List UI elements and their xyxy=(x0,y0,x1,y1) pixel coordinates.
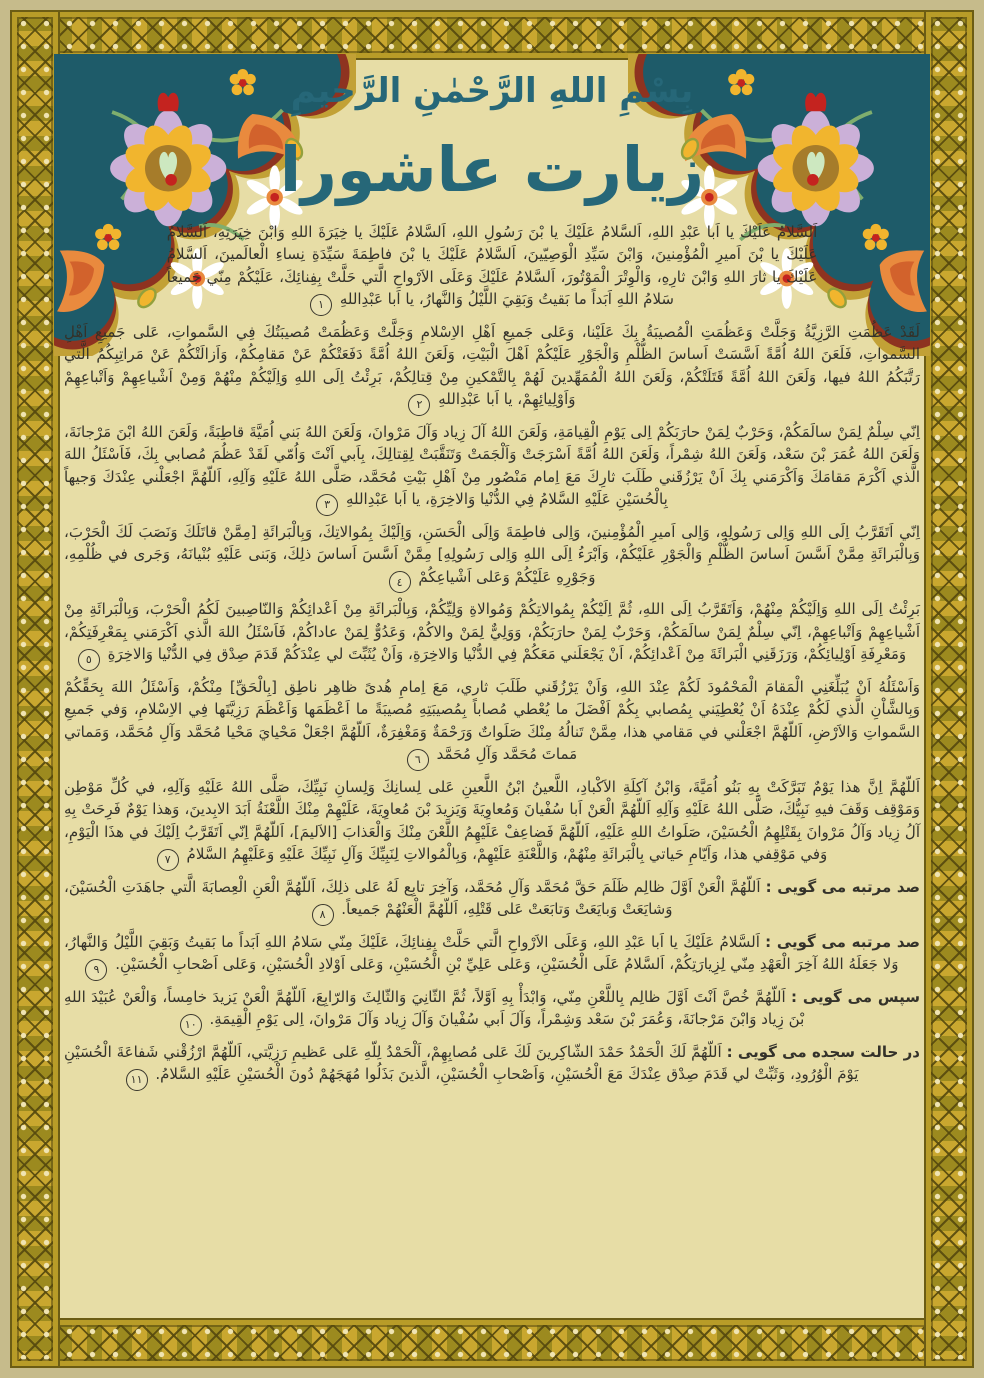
recitation-instruction: در حالت سجده می گویی : xyxy=(726,1042,920,1061)
prayer-section xyxy=(64,986,920,1036)
prayer-section xyxy=(167,221,818,316)
arabic-prayer-text: لَقَدْ عَظُمَتِ الرَّزِيَّةُ وَجَلَّتْ وَعَظُمَتِ الْمُصيبَةُ بِكَ عَلَيْنا، وَعَلى جَميعِ اَهْلِ الاِسْلامِ وَجَلَّتْ وَعَظُمَتْ مُصيبَتُكَ فِي السَّمواتِ، عَلى جَميعِ اَهْلِ السَّمواتِ، فَلَعَنَ اللهُ اُمَّةً اَسَّسَتْ اَساسَ الظُّلْمِ وَالْجَوْرِ عَلَيْكُمْ اَهْلَ الْبَيْتِ، وَلَعَنَ اللهُ اُمَّةً دَفَعَتْكُمْ عَنْ مَقامِكُمْ، وَاَزالَتْكُمْ عَنْ مَراتِبِكُمُ الَّتي رَتَّبَكُمُ اللهُ فيها، وَلَعَنَ اللهُ اُمَّةً قَتَلَتْكُمْ، وَلَعَنَ اللهُ الْمُمَهِّدينَ لَهُمْ بِالتَّمْكينِ مِنْ قِتالِكُمْ، بَرِئْتُ اِلَى اللهِ وَاِلَيْكُمْ مِنْهُمْ وَمِنْ اَشْياعِهِمْ وَاَتْباعِهِمْ وَاَوْلِيائِهِمْ، يا اَبا عَبْدِاللهِ xyxy=(64,322,920,409)
section-number-badge xyxy=(316,494,338,516)
bismillah-calligraphy: بِسْمِ اللهِ الرَّحْمٰنِ الرَّحيمِ xyxy=(290,71,694,111)
arabic-prayer-text: اَللّهُمَّ اِنَّ هذا يَوْمٌ تَبَرَّكَتْ بِهِ بَنُو اُمَيَّةَ، وَابْنُ آكِلَةِ الاَكْبادِ، اللَّعينُ ابْنُ اللَّعينِ عَلى لِسانِكَ وَلِسانِ نَبِيِّكَ، صَلَّى اللهُ عَلَيْهِ وَآلِهِ، في كُلِّ مَوْطِن وَمَوْقِف وَقَفَ فيهِ نَبِيُّكَ، صَلَّى اللهُ عَلَيْهِ وَآلِهِ اَللّهُمَّ الْعَنْ اَبا سُفْيانَ وَمُعاوِيَةَ وَيَزيدَ بْنَ مُعاوِيَةَ، عَلَيْهِمْ مِنْكَ اللَّعْنَةُ اَبَدَ الابِدينَ، وَهذا يَوْمٌ فَرِحَتْ بِهِ آلُ زِياد وَآلُ مَرْوانَ بِقَتْلِهِمُ الْحُسَيْنَ، صَلَواتُ اللهِ عَلَيْهِ، اَللّهُمَّ فَضاعِفْ عَلَيْهِمُ اللَّعْنَ مِنْكَ وَالْعَذابَ [الاَليمَ]، اَللّهُمَّ اِنّي اَتَقَرَّبُ اِلَيْكَ في هذَا الْيَوْمِ، وَفي مَوْقِفي هذا، وَاَيّامِ حَياتي بِالْبَرائَةِ مِنْهُمْ، وَاللَّعْنَةِ عَلَيْهِمْ، وَبِالْمُوالاتِ لِنَبِيِّكَ وَآلِ نَبِيِّكَ عَلَيْهِ وَعَلَيْهِمُ السَّلامُ xyxy=(64,777,920,864)
prayer-section xyxy=(64,776,920,871)
arabic-prayer-text: بَرِئْتُ اِلَى اللهِ وَاِلَيْكُمْ مِنْهُمْ، وَاَتَقَرَّبُ اِلَى اللهِ، ثُمَّ اِلَيْكُمْ بِمُوالاتِكُمْ وَمُوالاةِ وَلِيِّكُمْ، وَبِالْبَرائَةِ مِنْ اَعْدائِكُمْ وَالنّاصِبينَ لَكُمُ الْحَرْبَ، وَبِالْبَرائَةِ مِنْ اَشْياعِهِمْ وَاَتْباعِهِمْ، اِنّي سِلْمٌ لِمَنْ سالَمَكُمْ، وَحَرْبٌ لِمَنْ حارَبَكُمْ، وَوَلِيٌّ لِمَنْ والاكُمْ، وَعَدُوٌّ لِمَنْ عاداكُمْ، فَاَسْئَلُ اللهَ الَّذي اَكْرَمَني بِمَعْرِفَتِكُمْ، وَمَعْرِفَةِ اَوْلِيائِكُمْ، وَرَزَقَنِي الْبَرائَةَ مِنْ اَعْدائِكُمْ، اَنْ يَجْعَلَني مَعَكُمْ فِي الدُّنْيا وَالاخِرَةِ، وَاَنْ يُثَبِّتَ لي عِنْدَكُمْ قَدَمَ صِدْق فِي الدُّنْيا وَالاخِرَةِ xyxy=(64,600,920,664)
section-number-badge xyxy=(310,294,332,316)
section-number-badge xyxy=(85,959,107,981)
section-number: ١١ xyxy=(130,1073,143,1087)
section-number: ٦ xyxy=(414,753,421,767)
section-number: ١٠ xyxy=(184,1018,197,1032)
section-number-badge xyxy=(126,1069,148,1091)
prayer-section xyxy=(64,876,920,926)
arabic-prayer-text: اِنّي سِلْمٌ لِمَنْ سالَمَكُمْ، وَحَرْبٌ لِمَنْ حارَبَكُمْ اِلى يَوْمِ الْقِيامَةِ، وَلَعَنَ اللهُ آلَ زِياد وَآلَ مَرْوانَ، وَلَعَنَ اللهُ بَني اُمَيَّةَ قاطِبَةً، وَلَعَنَ اللهُ ابْنَ مَرْجانَةَ، وَلَعَنَ اللهُ عُمَرَ بْنَ سَعْد، وَلَعَنَ اللهُ شِمْراً، وَلَعَنَ اللهُ اُمَّةً اَسْرَجَتْ وَاَلْجَمَتْ وَتَنَقَّبَتْ لِقِتالِكَ، بِاَبي اَنْتَ وَاُمّي لَقَدْ عَظُمَ مُصابي بِكَ، فَاَسْئَلُ اللهَ الَّذي اَكْرَمَ مَقامَكَ وَاَكْرَمَني بِكَ اَنْ يَرْزُقَني طَلَبَ ثارِكَ مَعَ اِمام مَنْصُور مِنْ اَهْلِ بَيْتِ مُحَمَّد، صَلَّى اللهُ عَلَيْهِ وَآلِهِ، اَللّهُمَّ اجْعَلْني عِنْدَكَ وَجيهاً بِالْحُسَيْنِ عَلَيْهِ السَّلامُ فِي الدُّنْيا وَالاخِرَةِ، يا اَبا عَبْدِاللهِ xyxy=(64,422,920,509)
section-number-badge xyxy=(312,904,334,926)
section-number: ٢ xyxy=(416,398,423,412)
prayer-section xyxy=(64,676,920,771)
arabic-prayer-text: اَلسَّلامُ عَلَيْكَ يا اَبا عَبْدِ اللهِ، اَلسَّلامُ عَلَيْكَ يا بْنَ رَسُولِ اللهِ، اَلسَّلامُ عَلَيْكَ يا خِيَرَةَ اللهِ وَابْنَ خِيَرَتِهِ، اَلسَّلامُ عَلَيْكَ يا بْنَ اَميرِ الْمُؤْمِنينَ، وَابْنَ سَيِّدِ الْوَصِيّينَ، اَلسَّلامُ عَلَيْكَ يا بْنَ فاطِمَةَ سَيِّدَةِ نِساءِ الْعالَمينَ، اَلسَّلامُ عَلَيْكَ يا ثارَ اللهِ وَابْنَ ثارِهِ، وَالْوِتْرَ الْمَوْتُورَ، اَلسَّلامُ عَلَيْكَ وَعَلَى الاَرْواحِ الَّتي حَلَّتْ بِفِنائِكَ، عَلَيْكُمْ مِنّي جَميعاً سَلامُ اللهِ اَبَداً ما بَقيتُ وَبَقِيَ اللَّيْلُ وَالنَّهارُ، يا اَبا عَبْدِاللهِ xyxy=(166,222,818,309)
section-number: ٩ xyxy=(93,963,100,977)
prayer-section xyxy=(64,421,920,516)
section-number-badge xyxy=(180,1014,202,1036)
section-number: ٤ xyxy=(396,575,403,589)
arabic-prayer-text: وَاَسْئَلُهُ اَنْ يُبَلِّغَنِي الْمَقامَ الْمَحْمُودَ لَكُمْ عِنْدَ اللهِ، وَاَنْ يَرْزُقَني طَلَبَ ثاري، مَعَ اِمامِ هُدىً ظاهِر ناطِق [بِالْحَقِّ] مِنْكُمْ، وَاَسْئَلُ اللهَ بِحَقِّكُمْ وَبِالشَّاْنِ الَّذي لَكُمْ عِنْدَهُ اَنْ يُعْطِيَني بِمُصابي بِكُمْ اَفْضَلَ ما يُعْطي مُصاباً بِمُصيبَتِهِ مُصيبَةً ما اَعْظَمَها وَاَعْظَمَ رَزِيَّتَها فِي الاِسْلامِ، وَفي جَميعِ السَّمواتِ وَالاَرْضِ، اَللّهُمَّ اجْعَلْني في مَقامي هذا، مِمَّنْ تَنالُهُ مِنْكَ صَلَواتٌ وَرَحْمَةٌ وَمَغْفِرَةٌ، اَللّهُمَّ اجْعَلْ مَحْيايَ مَحْيا مُحَمَّد وَآلِ مُحَمَّد، وَمَماتي مَماتَ مُحَمَّد وَآلِ مُحَمَّد xyxy=(64,677,920,764)
page-title: زيارت عاشورا xyxy=(279,132,705,206)
section-number-badge xyxy=(407,749,429,771)
recitation-instruction: صد مرتبه می گویی : xyxy=(765,877,920,896)
recitation-instruction: صد مرتبه می گویی : xyxy=(765,932,920,951)
section-number-badge xyxy=(408,394,430,416)
section-number: ٨ xyxy=(319,908,326,922)
prayer-section xyxy=(64,521,920,594)
prayer-section xyxy=(64,598,920,671)
arabic-prayer-text: اَللّهُمَّ لَكَ الْحَمْدُ حَمْدَ الشّاكِرينَ لَكَ عَلى مُصابِهِمْ، اَلْحَمْدُ لِلّهِ عَلى عَظيمِ رَزِيَّتي، اَللّهُمَّ ارْزُقْني شَفاعَةَ الْحُسَيْنِ يَوْمَ الْوُرُودِ، وَثَبِّتْ لي قَدَمَ صِدْق عِنْدَكَ مَعَ الْحُسَيْنِ، وَاَصْحابِ الْحُسَيْنِ، الَّذينَ بَذَلُوا مُهَجَهُمْ دُونَ الْحُسَيْنِ عَلَيْهِ السَّلامُ. xyxy=(64,1042,859,1084)
section-number-badge xyxy=(389,571,411,593)
prayer-section xyxy=(64,931,920,981)
arabic-prayer-text: اَللّهُمَّ الْعَنْ اَوَّلَ ظالِم ظَلَمَ حَقَّ مُحَمَّد وَآلِ مُحَمَّد، وَآخِرَ تابِع لَهُ عَلى ذلِكَ، اَللّهُمَّ الْعَنِ الْعِصابَةَ الَّتي جاهَدَتِ الْحُسَيْنَ، وَشايَعَتْ وَبايَعَتْ وَتابَعَتْ عَلى قَتْلِهِ، اَللّهُمَّ الْعَنْهُمْ جَميعاً. xyxy=(64,877,761,919)
arabic-prayer-text: اِنّي اَتَقَرَّبُ اِلَى اللهِ وَاِلى رَسُولِهِ، وَاِلى اَميرِ الْمُؤْمِنينَ، وَاِلى فاطِمَةَ وَاِلَى الْحَسَنِ، وَاِلَيْكَ بِمُوالاتِكَ، وَبِالْبَرائَةِ [مِمَّنْ قاتَلَكَ وَنَصَبَ لَكَ الْحَرْبَ، وَبِالْبَرائَةِ مِمَّنْ اَسَّسَ اَساسَ الظُّلْمِ وَالْجَوْرِ عَلَيْكُمْ، وَاَبْرَءُ اِلَى اللهِ وَاِلى رَسُولِهِ] مِمَّنْ اَسَّسَ اَساسَ ذلِكَ، وَبَنى عَلَيْهِ بُنْيانَهُ، وَجَرى في ظُلْمِهِ، وَجَوْرِهِ عَلَيْكُمْ وَعَلى اَشْياعِكُمْ xyxy=(64,522,920,586)
prayer-text-body xyxy=(64,221,920,1096)
section-number-badge xyxy=(157,849,179,871)
section-number: ٥ xyxy=(85,653,92,667)
prayer-section xyxy=(64,1041,920,1091)
section-number: ١ xyxy=(318,298,324,312)
section-number-badge xyxy=(78,649,100,671)
section-number: ٣ xyxy=(324,498,331,512)
header xyxy=(56,56,928,205)
arabic-prayer-text: اَللّهُمَّ خُصَّ اَنْتَ اَوَّلَ ظالِم بِاللَّعْنِ مِنّي، وَابْدَأْ بِهِ اَوَّلاً، ثُمَّ الثّانِيَ وَالثّالِثَ وَالرّابِعَ، اَللّهُمَّ الْعَنْ يَزيدَ خامِساً، وَالْعَنْ عُبَيْدَ اللهِ بْنَ زِياد وَابْنَ مَرْجانَةَ، وَعُمَرَ بْنَ سَعْد وَشِمْراً، وَآلَ اَبي سُفْيانَ وَآلَ زِياد وَآلَ مَرْوانَ، اِلى يَوْمِ الْقِيمَةِ. xyxy=(64,987,805,1029)
prayer-section xyxy=(64,321,920,416)
section-number: ٧ xyxy=(164,853,171,867)
arabic-prayer-text: اَلسَّلامُ عَلَيْكَ يا اَبا عَبْدِ اللهِ، وَعَلَى الاَرْواحِ الَّتي حَلَّتْ بِفِنائِكَ، عَلَيْكَ مِنّي سَلامُ اللهِ اَبَداً ما بَقيتُ وَبَقِيَ اللَّيْلُ وَالنَّهارُ، وَلا جَعَلَهُ اللهُ آخِرَ الْعَهْدِ مِنّي لِزِيارَتِكُمْ، اَلسَّلامُ عَلَى الْحُسَيْنِ، وَعَلى عَلِيِّ بْنِ الْحُسَيْنِ، وَعَلى اَوْلادِ الْحُسَيْنِ، وَعَلى اَصْحابِ الْحُسَيْنِ. xyxy=(64,932,899,974)
recitation-instruction: سپس می گویی : xyxy=(791,987,920,1006)
